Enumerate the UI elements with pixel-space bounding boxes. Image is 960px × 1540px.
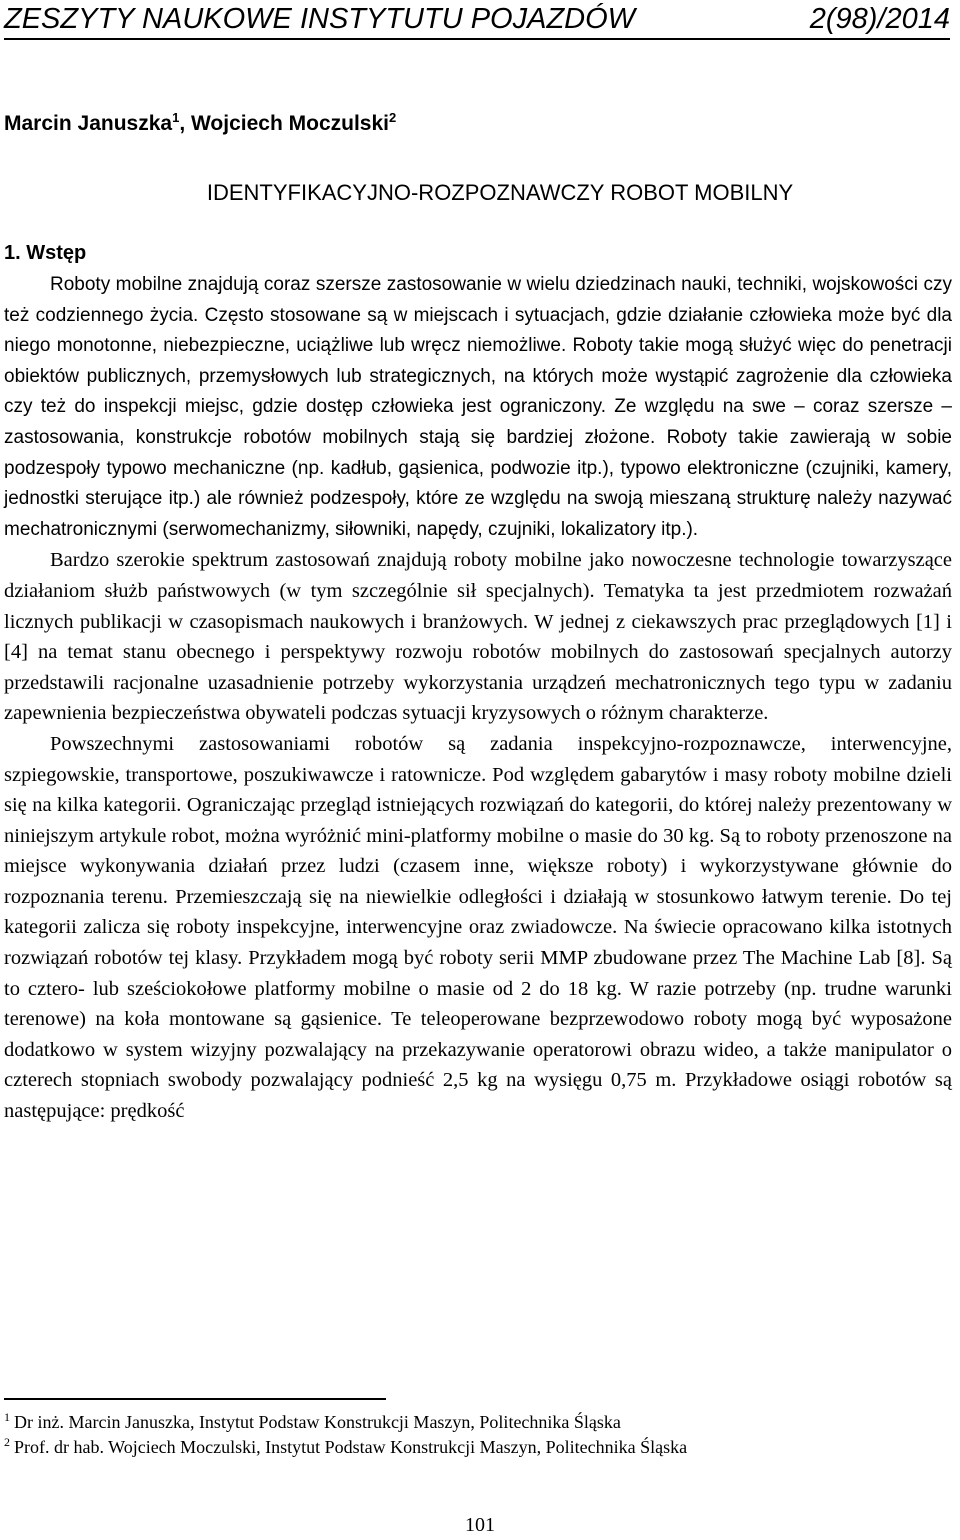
paragraph-3: Powszechnymi zastosowaniami robotów są zadania inspekcyjno-rozpoznawcze, interwencyjne, szpiegowskie, transportowe, poszukiwawcze i ratownicze. Pod względem gabarytów i masy roboty mobilne dzieli się na kilka kategorii. Ograniczając przegląd istniejących rozwiązań do kategorii, do której należy prezentowany w niniejszym artykule robot, można wyróżnić mini-platformy mobilne o masie do 30 kg. Są to roboty przenoszone na miejsce wykonywania działań przez ludzi (czasem inne, większe roboty) i wykorzystywane głównie do rozpoznania terenu. Przemieszczają się na niewielkie odległości i działają w stosunkowo łatwym terenie. Do tej kategorii zalicza się roboty inspekcyjne, interwencyjne oraz zwiadowcze. Na świecie opracowano kilka istotnych rozwiązań robotów tej klasy. Przykładem mogą być roboty serii MMP zbudowane przez The Machine Lab [8]. Są to cztero- lub sześciokołowe platformy mobilne o masie od 2 do 18 kg. W razie potrzeby (np. trudne warunki terenowe) na koła montowane są gąsienice. Te teleoperowane bezprzewodowo roboty mogą być wyposażone dodatkowo w system wizyjny pozwalający na przekazywanie operatorowi obrazu wideo, a także manipulator o czterech stopniach swobody pozwalający podnieść 2,5 kg na wysięgu 0,75 m. Przykładowe osiągi robotów są następujące: prędkość (4, 732, 952, 1123)
issue-number: 2(98)/2014 (809, 3, 950, 35)
footnote-1 (4, 1411, 621, 1433)
article-title-text: IDENTYFIKACYJNO-ROZPOZNAWCZY ROBOT MOBILNY (206, 180, 794, 205)
paragraph-1: Roboty mobilne znajdują coraz szersze zastosowanie w wielu dziedzinach nauki, techniki, wojskowości czy też codziennego życia. Często stosowane są w miejscach i sytuacjach, gdzie działanie człowieka może być dla niego monotonne, niebezpieczne, uciążliwe lub wręcz niemożliwe. Roboty takie mogą służyć więc do penetracji obiektów publicznych, przemysłowych lub strategicznych, na których może wystąpić zagrożenie dla człowieka czy też do inspekcji miejsc, gdzie dostęp człowieka jest ograniczony. Ze względu na swe – coraz szersze – zastosowania, konstrukcje robotów mobilnych stają się bardziej złożone. Roboty takie zawierają w sobie podzespoły typowo mechaniczne (np. kadłub, gąsienica, podwozie itp.), typowo elektroniczne (czujniki, kamery, jednostki sterujące itp.) ale również podzespoły, które ze względu na swoją mieszaną strukturę należy nazywać mechatronicznymi (serwomechanizmy, siłowniki, napędy, czujniki, lokalizatory itp.). (4, 274, 952, 540)
footnote-1-text: Dr inż. Marcin Januszka, Instytut Podstaw Konstrukcji Maszyn, Politechnika Śląska (14, 1412, 621, 1432)
journal-name: ZESZYTY NAUKOWE INSTYTUTU POJAZDÓW (4, 3, 636, 35)
author-2-name: Wojciech Moczulski (190, 112, 389, 135)
author-separator: , (179, 112, 191, 135)
author-line (4, 110, 396, 138)
running-header (4, 2, 950, 40)
paragraph-2: Bardzo szerokie spektrum zastosowań znajdują roboty mobilne jako nowoczesne technologie towarzyszące działaniom służb państwowych (w tym szczególnie sił specjalnych). Tematyka ta jest przedmiotem rozważań licznych publikacji w czasopismach naukowych i branżowych. W jednej z ciekawszych prac przeglądowych [1] i [4] na temat stanu obecnego i perspektywy rozwoju robotów mobilnych do zastosowań specjalnych autorzy przedstawili racjonalne uzasadnienie potrzeby wykorzystania urządzeń mechatronicznych tego typu w zadaniu zapewnienia bezpieczeństwa obywateli podczas sytuacji kryzysowych o różnym charakterze. (4, 549, 952, 725)
body-text (4, 270, 952, 1127)
author-1-name: Marcin Januszka (4, 112, 173, 135)
author-1-footnote-mark[interactable]: 1 (172, 110, 180, 125)
author-2-footnote-mark[interactable]: 2 (388, 110, 397, 125)
article-title (0, 178, 960, 208)
footnote-2-mark: 2 (4, 1435, 10, 1449)
section-heading: 1. Wstęp (4, 242, 87, 264)
page-number: 101 (465, 1514, 495, 1536)
footnote-divider (4, 1398, 386, 1400)
footnote-1-mark: 1 (4, 1410, 10, 1424)
footnote-2-text: Prof. dr hab. Wojciech Moczulski, Instytut Podstaw Konstrukcji Maszyn, Politechnika Śląska (14, 1437, 688, 1457)
footnote-2 (4, 1436, 687, 1458)
